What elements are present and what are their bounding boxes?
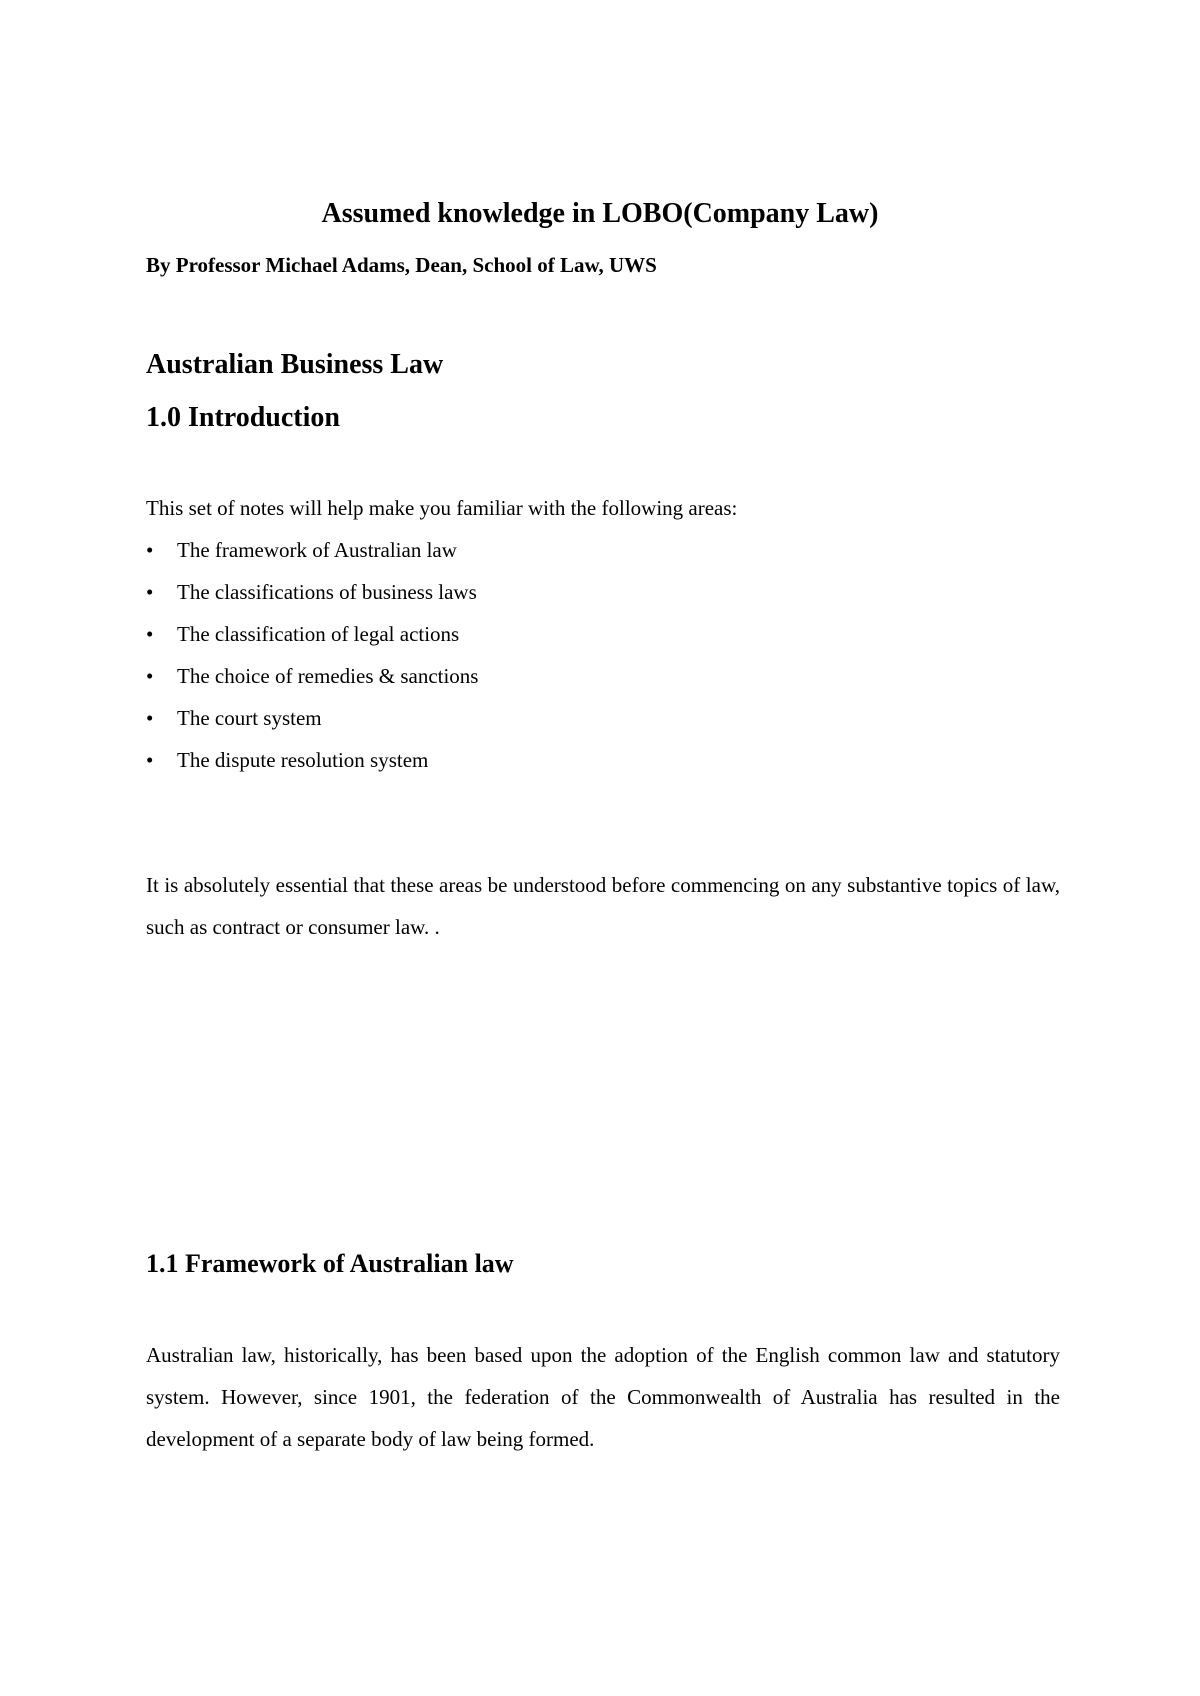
intro-lead-text: This set of notes will help make you familiar with the following areas: [146, 496, 738, 520]
list-item-text: The court system [177, 706, 322, 730]
list-item-text: The choice of remedies & sanctions [177, 664, 479, 688]
author-byline: By Professor Michael Adams, Dean, School of Law, UWS [146, 253, 657, 277]
framework-heading: 1.1 Framework of Australian law [146, 1249, 514, 1278]
intro-heading: 1.0 Introduction [146, 402, 340, 433]
bullet-icon: • [146, 748, 154, 772]
document-title: Assumed knowledge in LOBO(Company Law) [321, 198, 879, 229]
framework-body-paragraph: Australian law, historically, has been based upon the adoption of the English common law and statutory system. However, since 1901, the federation of the Commonwealth of Australia has resulted in the development of a separate body of law being formed. [146, 1343, 1060, 1451]
list-item-text: The classification of legal actions [177, 622, 460, 646]
bullet-icon: • [146, 538, 154, 562]
list-item-text: The framework of Australian law [177, 538, 457, 562]
bullet-icon: • [146, 580, 154, 604]
list-item-text: The classifications of business laws [177, 580, 477, 604]
list-item-text: The dispute resolution system [177, 748, 429, 772]
bullet-icon: • [146, 622, 154, 646]
section-heading: Australian Business Law [146, 349, 444, 380]
bullet-icon: • [146, 706, 154, 730]
bullet-icon: • [146, 664, 154, 688]
intro-closing-paragraph: It is absolutely essential that these areas be understood before commencing on any substantive topics of law, such as contract or consumer law. . [146, 873, 1060, 939]
